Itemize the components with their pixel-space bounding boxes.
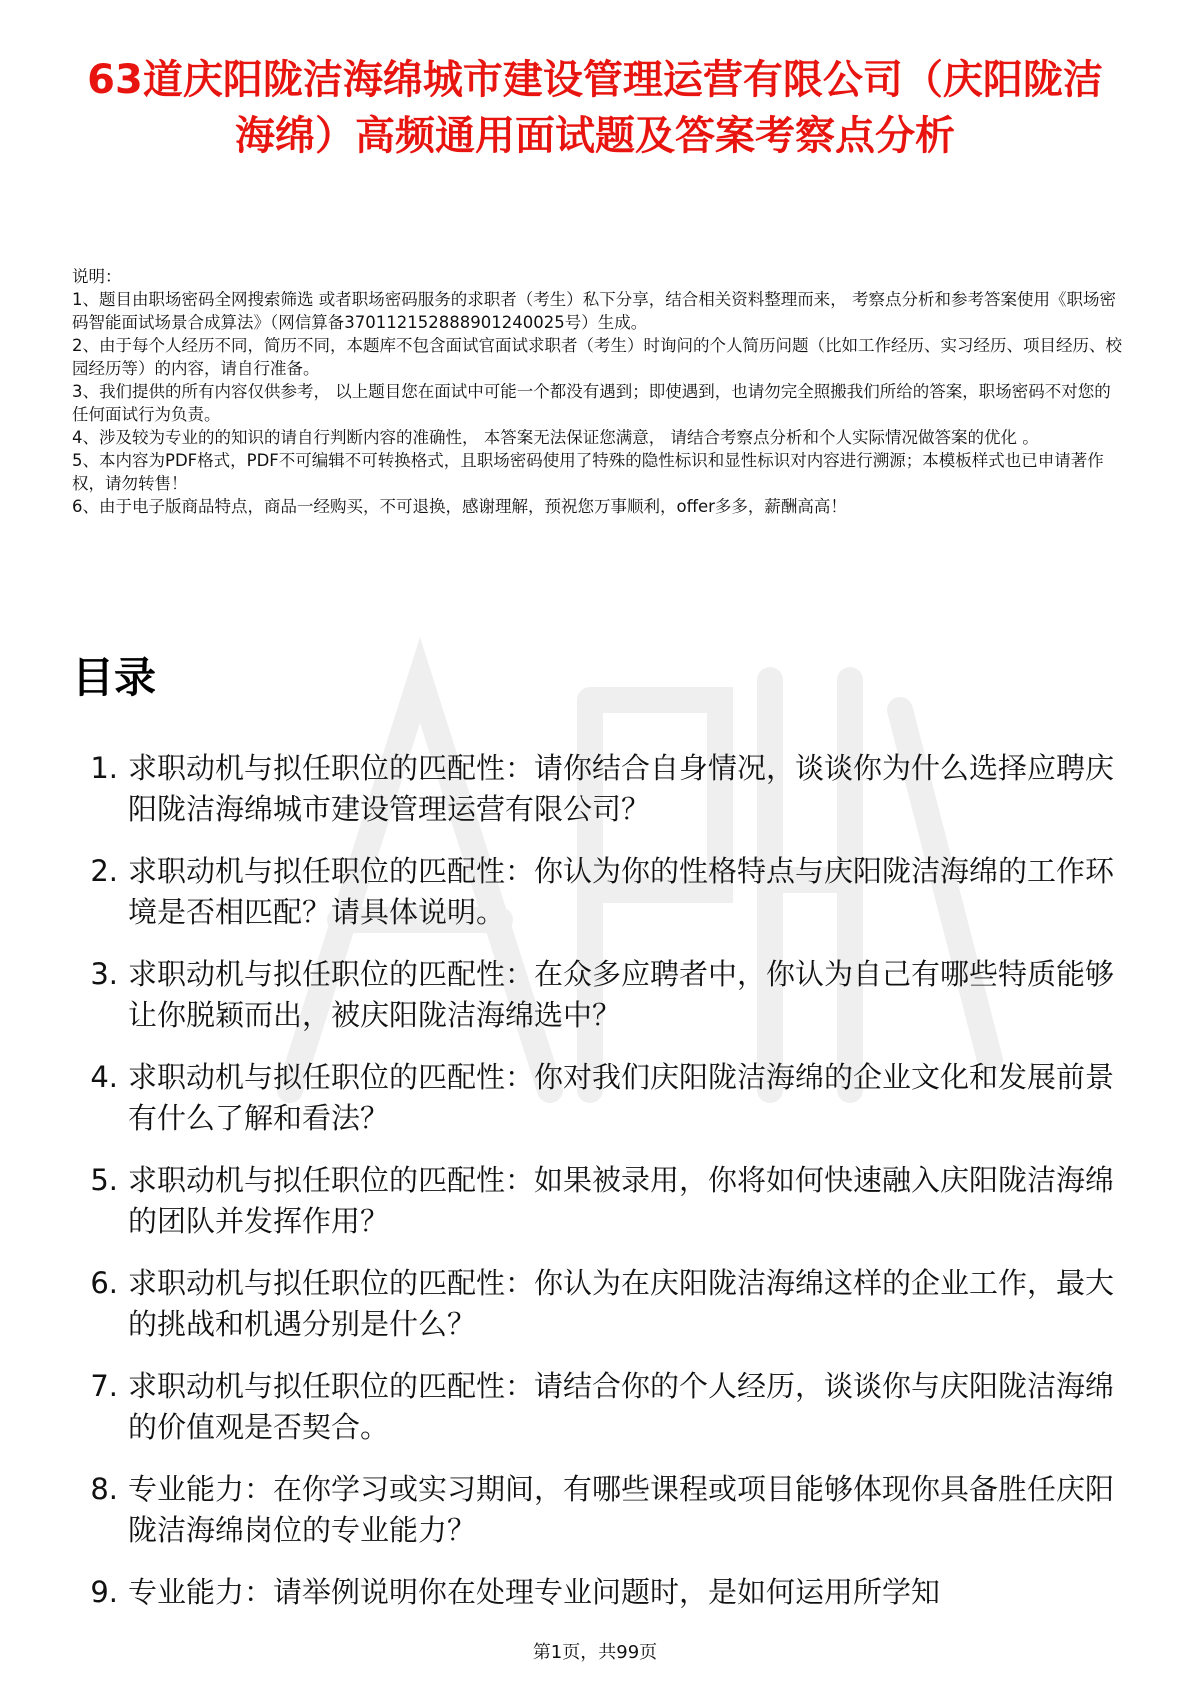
notes-section — [72, 265, 1122, 518]
note-item: 3、我们提供的所有内容仅供参考， 以上题目您在面试中可能一个都没有遇到；即使遇到，也请勿完全照搬我们所给的答案，职场密码不对您的任何面试行为负责。 — [72, 382, 1111, 424]
toc-item[interactable] — [72, 1366, 1132, 1448]
toc-item-text: 求职动机与拟任职位的匹配性：你对我们庆阳陇洁海绵的企业文化和发展前景有什么了解和看法？ — [128, 1060, 1115, 1135]
toc-item-number: 4. — [90, 1060, 118, 1094]
toc-item[interactable] — [72, 748, 1132, 830]
toc-item-number: 2. — [90, 854, 118, 888]
toc-item-number: 5. — [90, 1163, 118, 1197]
toc-item-text: 求职动机与拟任职位的匹配性：你认为在庆阳陇洁海绵这样的企业工作，最大的挑战和机遇分别是什么？ — [128, 1266, 1115, 1341]
toc-item-number: 9. — [90, 1575, 118, 1609]
toc-list — [72, 748, 1132, 1634]
toc-item-number: 3. — [90, 957, 118, 991]
page-number-footer: 第1页，共99页 — [532, 1642, 658, 1663]
toc-item[interactable] — [72, 1057, 1132, 1139]
toc-item[interactable] — [72, 954, 1132, 1036]
toc-item-text: 求职动机与拟任职位的匹配性：请结合你的个人经历，谈谈你与庆阳陇洁海绵的价值观是否契合。 — [128, 1369, 1115, 1444]
document-title: 63道庆阳陇洁海绵城市建设管理运营有限公司（庆阳陇洁海绵）高频通用面试题及答案考察点分析 — [87, 57, 1103, 159]
note-item: 5、本内容为PDF格式，PDF不可编辑不可转换格式，且职场密码使用了特殊的隐性标识和显性标识对内容进行溯源；本模板样式也已申请著作权，请勿转售！ — [72, 451, 1104, 493]
note-item: 2、由于每个人经历不同，简历不同，本题库不包含面试官面试求职者（考生）时询问的个人简历问题（比如工作经历、实习经历、项目经历、校园经历等）的内容，请自行准备。 — [72, 336, 1122, 378]
toc-item-text: 求职动机与拟任职位的匹配性：请你结合自身情况，谈谈你为什么选择应聘庆阳陇洁海绵城市建设管理运营有限公司？ — [128, 751, 1115, 826]
note-item: 4、涉及较为专业的的知识的请自行判断内容的准确性， 本答案无法保证您满意， 请结合考察点分析和个人实际情况做答案的优化 。 — [72, 428, 1039, 447]
toc-item[interactable] — [72, 1572, 1132, 1613]
toc-item-text: 求职动机与拟任职位的匹配性：如果被录用，你将如何快速融入庆阳陇洁海绵的团队并发挥作用？ — [128, 1163, 1115, 1238]
toc-item[interactable] — [72, 1469, 1132, 1551]
toc-heading: 目录 — [72, 653, 157, 702]
toc-item[interactable] — [72, 1263, 1132, 1345]
toc-item[interactable] — [72, 851, 1132, 933]
toc-item-number: 1. — [90, 751, 118, 785]
notes-heading: 说明： — [72, 267, 122, 286]
toc-item[interactable] — [72, 1160, 1132, 1242]
note-item: 6、由于电子版商品特点，商品一经购买，不可退换，感谢理解，预祝您万事顺利，offer多多，薪酬高高！ — [72, 497, 847, 516]
toc-item-text: 求职动机与拟任职位的匹配性：你认为你的性格特点与庆阳陇洁海绵的工作环境是否相匹配？请具体说明。 — [128, 854, 1115, 929]
toc-item-number: 8. — [90, 1472, 118, 1506]
toc-item-text: 专业能力：在你学习或实习期间，有哪些课程或项目能够体现你具备胜任庆阳陇洁海绵岗位的专业能力？ — [128, 1472, 1115, 1547]
toc-item-text: 求职动机与拟任职位的匹配性：在众多应聘者中，你认为自己有哪些特质能够让你脱颖而出，被庆阳陇洁海绵选中？ — [128, 957, 1115, 1032]
toc-item-number: 6. — [90, 1266, 118, 1300]
note-item: 1、题目由职场密码全网搜索筛选 或者职场密码服务的求职者（考生）私下分享，结合相关资料整理而来， 考察点分析和参考答案使用《职场密码智能面试场景合成算法》（网信算备370112152888901240025号）生成。 — [72, 290, 1116, 332]
toc-item-text: 专业能力：请举例说明你在处理专业问题时，是如何运用所学知 — [128, 1575, 941, 1609]
toc-item-number: 7. — [90, 1369, 118, 1403]
